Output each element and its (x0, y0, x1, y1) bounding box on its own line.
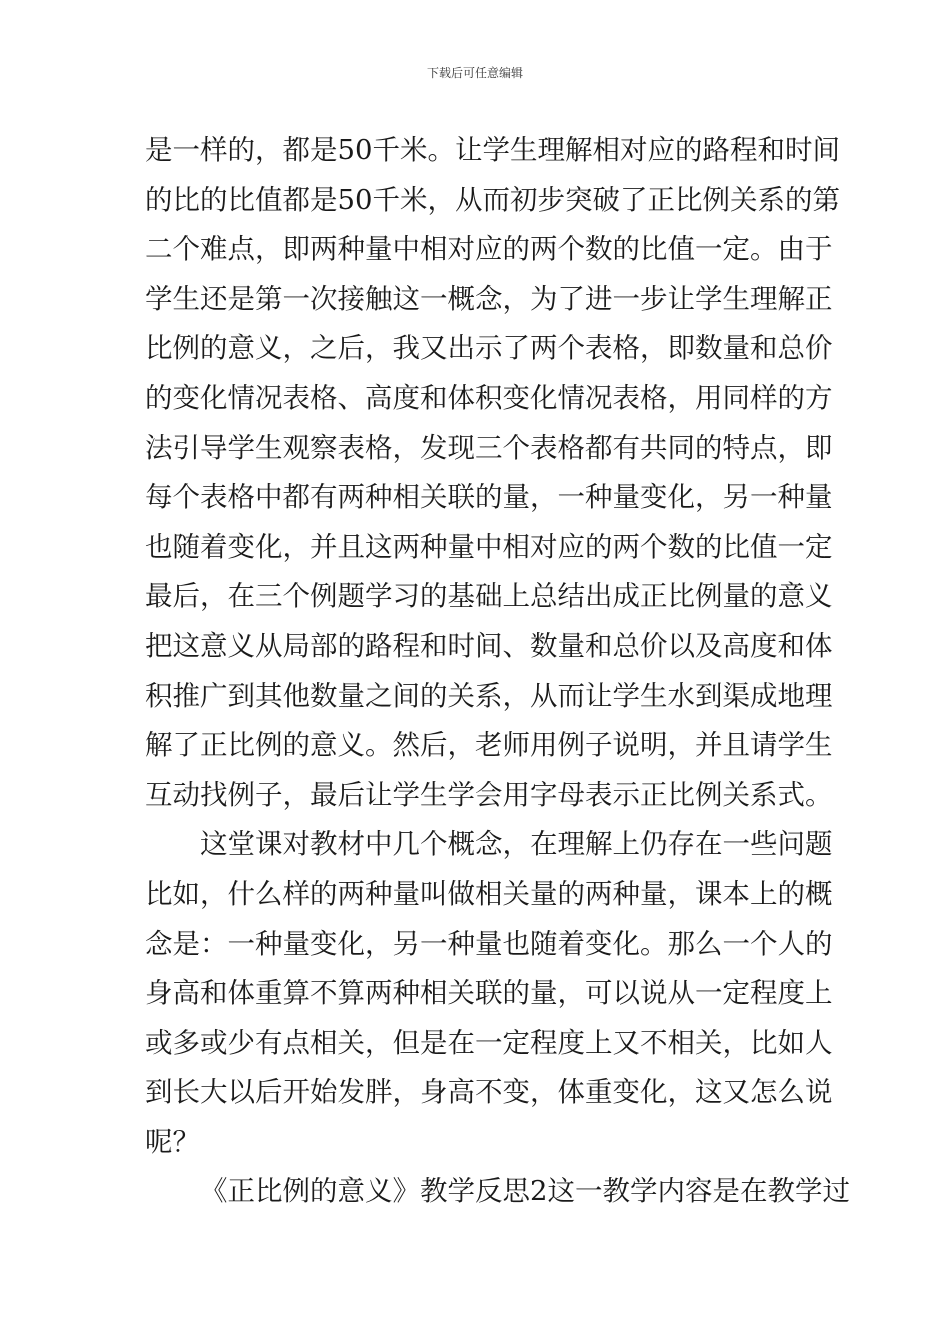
text-line: 也随着变化，并且这两种量中相对应的两个数的比值一定 (145, 530, 833, 563)
page-header: 下载后可任意编辑 (426, 66, 523, 80)
text-line: 二个难点，即两种量中相对应的两个数的比值一定。由于 (145, 233, 833, 266)
text-line: 比例的意义，之后，我又出示了两个表格，即数量和总价 (145, 332, 833, 365)
text-line: 最后，在三个例题学习的基础上总结出成正比例量的意义 (145, 580, 833, 613)
document-body (145, 126, 850, 1217)
text-line: 念是：一种量变化，另一种量也随着变化。那么一个人的 (145, 927, 833, 960)
text-line: 把这意义从局部的路程和时间、数量和总价以及高度和体 (145, 629, 833, 662)
text-line: 到长大以后开始发胖，身高不变，体重变化，这又怎么说 (145, 1076, 833, 1109)
text-line: 每个表格中都有两种相关联的量，一种量变化，另一种量 (145, 481, 833, 514)
text-line: 法引导学生观察表格，发现三个表格都有共同的特点，即 (145, 431, 833, 464)
text-line: 学生还是第一次接触这一概念，为了进一步让学生理解正 (145, 282, 833, 315)
text-line: 互动找例子，最后让学生学会用字母表示正比例关系式。 (145, 778, 833, 811)
text-line: 呢？ (145, 1125, 200, 1158)
paragraph-start-line: 这堂课对教材中几个概念，在理解上仍存在一些问题 (200, 828, 833, 861)
text-line: 积推广到其他数量之间的关系，从而让学生水到渠成地理 (145, 679, 833, 712)
text-line: 身高和体重算不算两种相关联的量，可以说从一定程度上 (145, 977, 833, 1010)
text-line: 或多或少有点相关，但是在一定程度上又不相关，比如人 (145, 1026, 833, 1059)
text-line: 是一样的，都是50千米。让学生理解相对应的路程和时间 (145, 134, 840, 166)
text-line: 比如，什么样的两种量叫做相关量的两种量，课本上的概 (145, 877, 833, 910)
text-line: 的变化情况表格、高度和体积变化情况表格，用同样的方 (145, 381, 833, 414)
paragraph-start-line: 《正比例的意义》教学反思2这一教学内容是在教学过 (200, 1175, 850, 1208)
text-line: 的比的比值都是50千米，从而初步突破了正比例关系的第 (145, 183, 840, 216)
text-line: 解了正比例的意义。然后，老师用例子说明，并且请学生 (145, 729, 833, 762)
